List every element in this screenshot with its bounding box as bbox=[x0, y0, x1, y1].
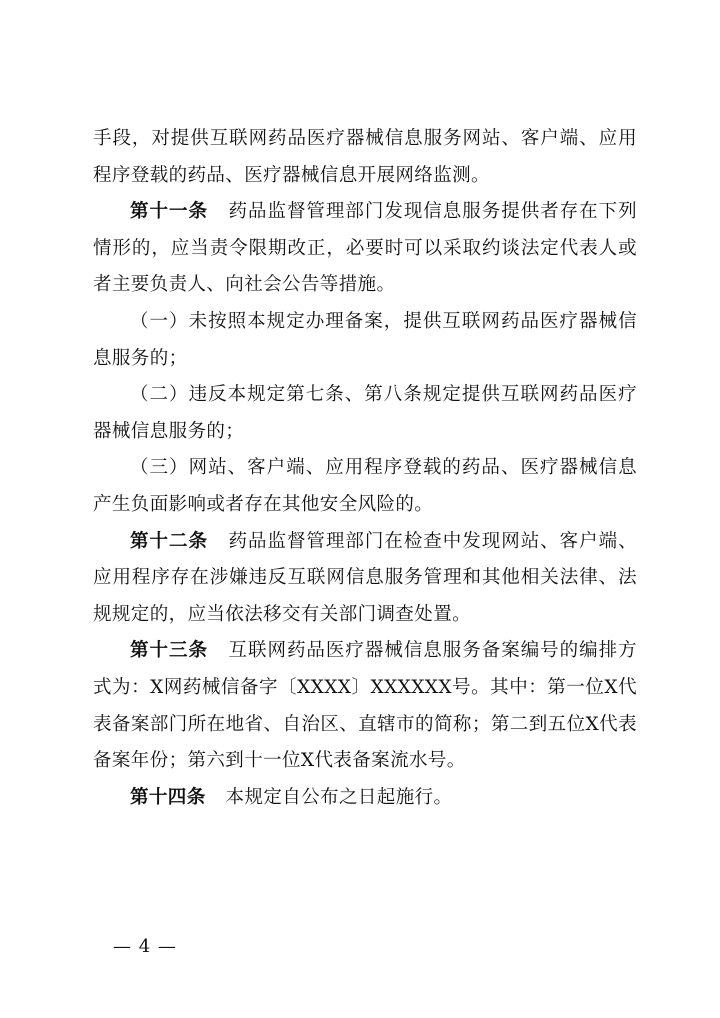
page-number: — 4 — bbox=[113, 936, 177, 957]
article-13 bbox=[93, 633, 637, 779]
clause-text: （二）违反本规定第七条、第八条规定提供互联网药品医疗器械信息服务的； bbox=[93, 384, 637, 442]
article-text: 本规定自公布之日起施行。 bbox=[225, 786, 453, 808]
article-heading: 第十一条 bbox=[130, 201, 208, 223]
document-body bbox=[93, 121, 637, 816]
paragraph-text: 手段，对提供互联网药品医疗器械信息服务网站、客户端、应用程序登载的药品、医疗器械信息开展网络监测。 bbox=[93, 128, 637, 186]
article-text: 药品监督管理部门在检查中发现网站、客户端、应用程序存在涉嫌违反互联网信息服务管理和其他相关法律、法规规定的，应当依法移交有关部门调查处置。 bbox=[93, 530, 637, 625]
article-14 bbox=[93, 780, 637, 817]
article-heading: 第十二条 bbox=[130, 530, 208, 552]
article-12 bbox=[93, 524, 637, 634]
article-text: 互联网药品医疗器械信息服务备案编号的编排方式为：X网药械信备字〔XXXX〕XXXXXX号。其中：第一位X代表备案部门所在地省、自治区、直辖市的简称；第二到五位X代表备案年份；第六到十一位X代表备案流水号。 bbox=[93, 640, 637, 772]
clause-1 bbox=[93, 304, 637, 377]
article-text: 药品监督管理部门发现信息服务提供者存在下列情形的，应当责令限期改正，必要时可以采取约谈法定代表人或者主要负责人、向社会公告等措施。 bbox=[93, 201, 637, 296]
clause-text: （三）网站、客户端、应用程序登载的药品、医疗器械信息产生负面影响或者存在其他安全风险的。 bbox=[93, 457, 637, 515]
article-heading: 第十三条 bbox=[130, 640, 208, 662]
paragraph-continuation bbox=[93, 121, 637, 194]
article-11 bbox=[93, 194, 637, 304]
clause-2 bbox=[93, 377, 637, 450]
article-heading: 第十四条 bbox=[130, 786, 206, 808]
clause-3 bbox=[93, 450, 637, 523]
clause-text: （一）未按照本规定办理备案，提供互联网药品医疗器械信息服务的； bbox=[93, 310, 637, 369]
